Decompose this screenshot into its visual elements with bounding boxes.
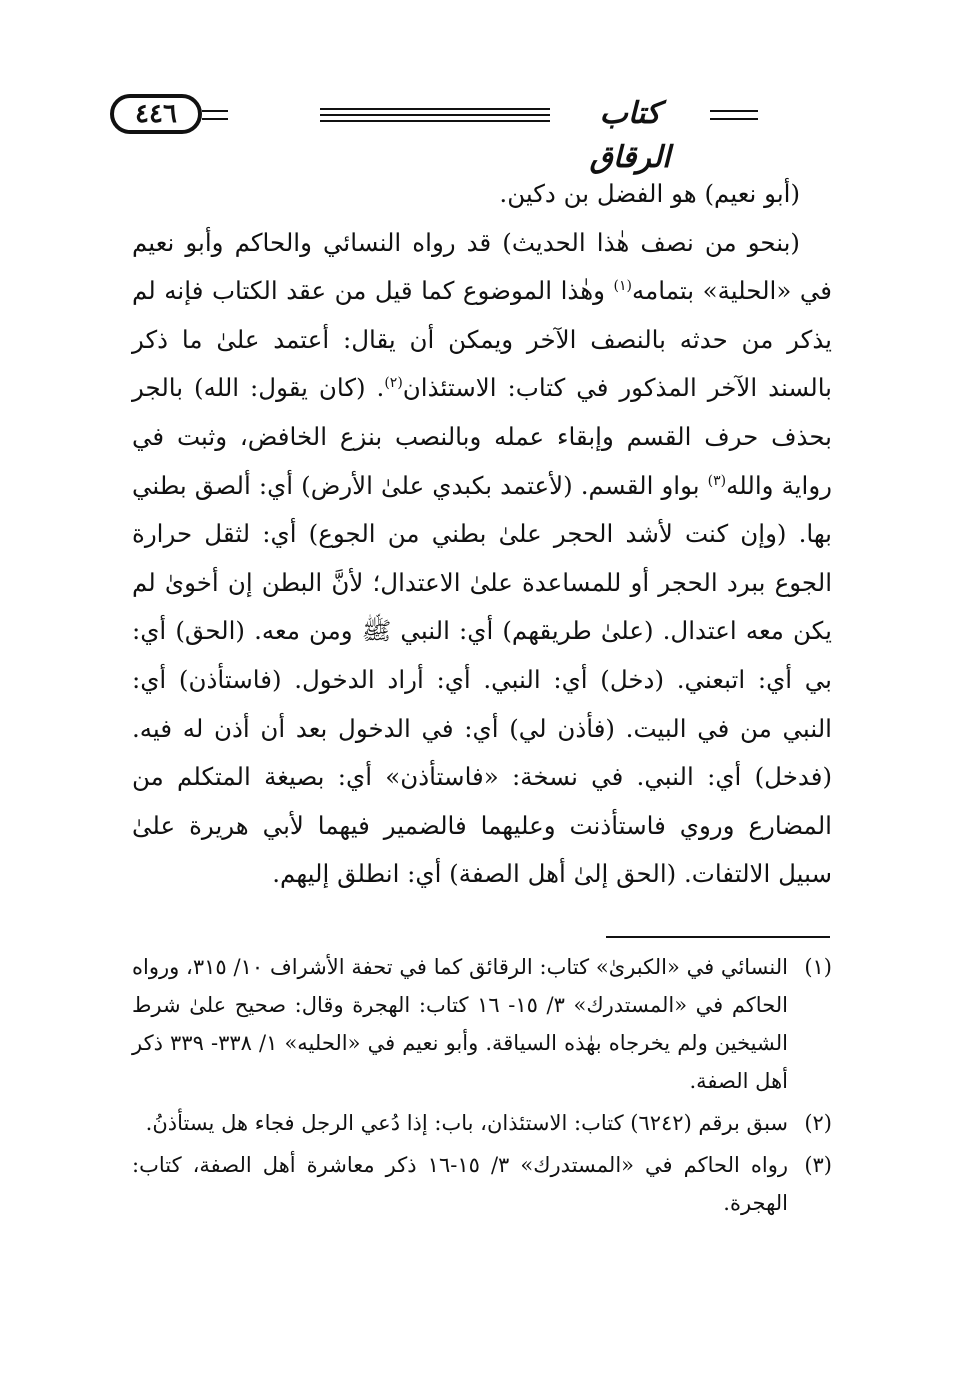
main-text	[132, 170, 832, 899]
footnote-number: (٢)	[804, 1111, 832, 1135]
page-header	[110, 92, 830, 175]
footnote-text: النسائي في «الكبرىٰ» كتاب: الرقائق كما في تحفة الأشراف ١٠/ ٣١٥، ورواه الحاكم في «المستدرك» ٣/ ١٥- ١٦ كتاب: الهجرة وقال: صحيح علىٰ شرط الشيخين ولم يخرجاه بهٰذه السياقة. وأبو نعيم في «الحليه» ١/ ٣٣٨- ٣٣٩ ذكر أهل الصفة.	[132, 955, 788, 1093]
footnote	[132, 948, 832, 1100]
book-title: كتاب الرقاق	[589, 96, 671, 175]
footnote	[132, 1104, 832, 1142]
text-span: (بنحو من نصف هٰذا الحديث) قد رواه النسائي والحاكم وأبو نعيم في «الحلية» بتمامه	[132, 227, 833, 306]
header-rule	[202, 110, 228, 112]
header-rule	[710, 118, 758, 120]
text-span: بواو القسم. (لأعتمد بكبدي علىٰ الأرض) أي: ألصق بطني بها. (وإن كنت لأشد الحجر علىٰ بطني من الجوع) أي: لثقل حرارة الجوع ببرد الحجر أو للمساعدة علىٰ الاعتدال؛ لأنَّ البطن إن أخوىٰ لم يكن معه اعتدال. (علىٰ طريقهم) أي: النبي ﷺ ومن معه. (الحق) أي: بي أي: اتبعني. (دخل) أي: النبي. أي: أراد الدخول. (فاستأذن) أي: النبي من في البيت. (فأذن لي) أي: في الدخول بعد أن أذن له فيه. (فدخل) أي: النبي. في نسخة: «فاستأذن» أي: بصيغة المتكلم من المضارع وروي فاستأذنت وعليهما فالضمير فيهما لأبي هريرة علىٰ سبيل الالتفات. (الحق إلىٰ أهل الصفة) أي: انطلق إليهم.	[132, 470, 832, 889]
header-rule	[202, 118, 228, 120]
page-number: ٤٤٦	[110, 94, 202, 134]
header-rule	[710, 110, 758, 112]
footnote-text: سبق برقم (٦٢٤٢) كتاب: الاستئذان، باب: إذا دُعي الرجل فجاء هل يستأذنُ.	[145, 1111, 788, 1135]
footnote-ref[interactable]: (١)	[613, 278, 633, 295]
text-span: . (كان يقول: الله) بالجر بحذف حرف القسم وإبقاء عمله وبالنصب بنزع الخافض، وثبت في رواية والله	[132, 373, 832, 500]
footnote-separator	[606, 936, 830, 938]
paragraph	[132, 219, 832, 899]
paragraph: (أبو نعيم) هو الفضل بن دكين.	[499, 179, 800, 208]
footnote-ref[interactable]: (٢)	[384, 375, 403, 392]
header-rule	[320, 120, 550, 122]
footnotes	[132, 948, 832, 1226]
footnote	[132, 1146, 832, 1222]
footnote-text: رواه الحاكم في «المستدرك» ٣/ ١٥-١٦ ذكر معاشرة أهل الصفة، كتاب: الهجرة.	[132, 1153, 788, 1215]
footnote-number: (١)	[804, 955, 832, 979]
header-rule	[320, 114, 550, 116]
text-span: وهٰذا الموضوع كما قيل من عقد الكتاب فإنه لم يذكر من حدثه بالنصف الآخر ويمكن أن يقال: أعتمد علىٰ ما ذكر بالسند الآخر المذكور في كتاب: الاستئذان	[132, 276, 832, 403]
header-rule	[320, 108, 550, 110]
footnote-ref[interactable]: (٣)	[707, 472, 727, 489]
footnote-number: (٣)	[804, 1153, 832, 1177]
